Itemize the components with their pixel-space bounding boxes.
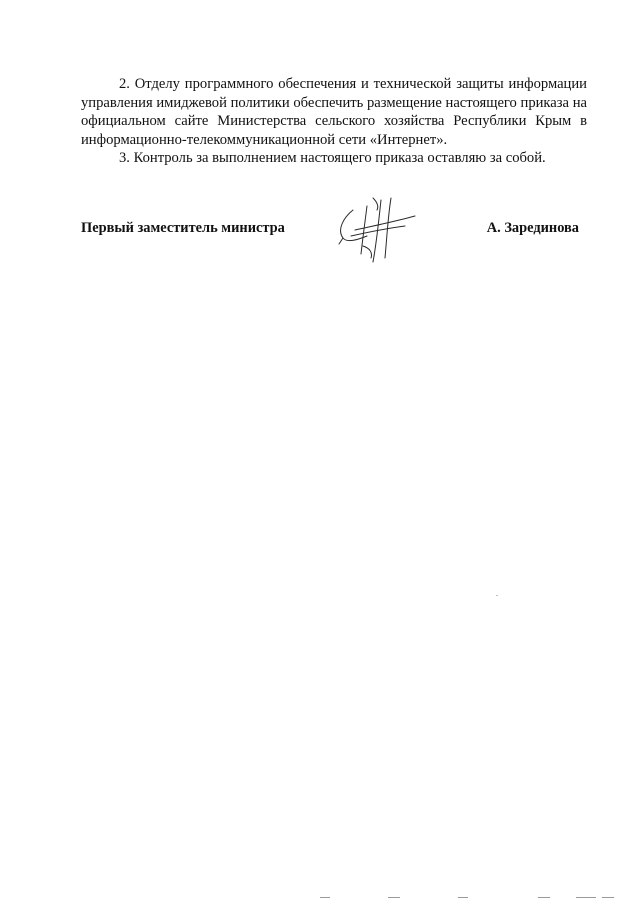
scan-dash — [576, 897, 596, 898]
signer-title: Первый заместитель министра — [81, 220, 285, 236]
scan-dash — [388, 897, 400, 898]
paragraph-2: 2. Отделу программного обеспечения и технической защиты информации управления имиджевой политики обеспечить размещение настоящего приказа на официальном сайте Министерства сельского хозяйства Республики Крым в информационно-телекоммуникационной сети «Интернет». — [81, 76, 587, 148]
scan-dash — [320, 897, 330, 898]
document-body — [81, 75, 587, 168]
scan-dash — [602, 897, 614, 898]
signer-name: А. Зарединова — [486, 220, 579, 236]
handwritten-signature-icon — [333, 196, 419, 266]
scan-dash — [458, 897, 468, 898]
footer-scan-marks — [0, 890, 640, 905]
signature-block — [81, 196, 587, 266]
paragraph-3: 3. Контроль за выполнением настоящего приказа оставляю за собой. — [119, 150, 546, 166]
scan-dash — [538, 897, 550, 898]
scan-speck — [496, 595, 498, 596]
